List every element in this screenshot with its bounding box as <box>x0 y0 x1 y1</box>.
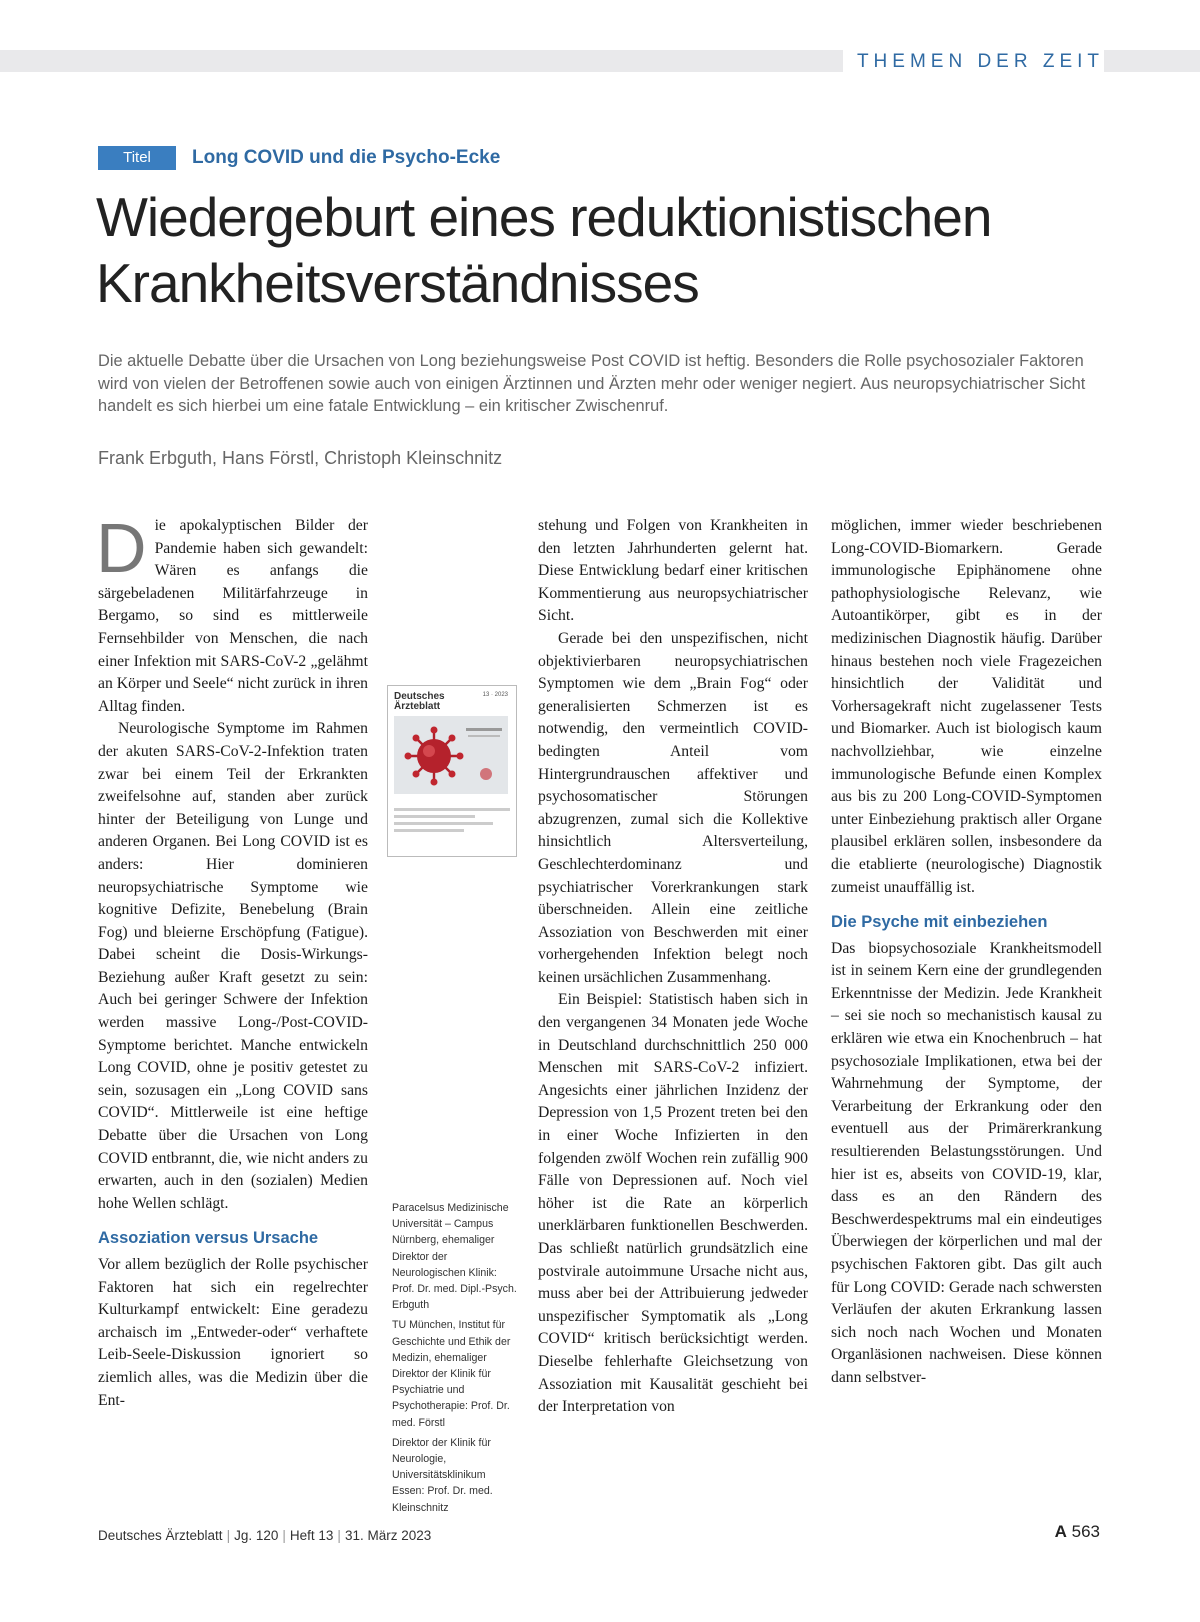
article-title: Wiedergeburt eines reduktionistischen Krankheitsverständnisses <box>96 186 992 314</box>
kicker-topic: Long COVID und die Psycho-Ecke <box>192 147 501 168</box>
section-label: THEMEN DER ZEIT <box>843 49 1104 75</box>
journal-name: Deutsches Ärzteblatt <box>98 1528 223 1543</box>
affiliation: Paracelsus Medizinische Universität – Campus Nürnberg, ehemaliger Direktor der Neurologischen Klinik: Prof. Dr. med. Dipl.-Psych. Erbguth <box>392 1202 517 1312</box>
paragraph-text: ie apokalyptischen Bilder der Pandemie haben sich gewandelt: Wären es anfangs die särgebeladenen Militärfahrzeuge in Bergamo, so sind es mittlerweile Fernsehbilder von Menschen, die nach einer Infektion mit SARS-CoV-2 „gelähmt an Körper und Seele“ nicht zurück in ihren Alltag finden. <box>98 517 368 715</box>
paragraph: möglichen, immer wieder beschriebenen Long-COVID-Biomarkern. Gerade immunologische Epiphänomene ohne pathophysiologische Relevanz, wie Autoantikörper, gibt es in der medizinischen Diagnostik häufig. Darüber hinaus bestehen noch viele Fragezeichen hinsichtlich der Validität und Vorhersagekraft nicht zugelassener Tests und Biomarker. Auch ist biologisch kaum nachvollziehbar, wie einzelne immunologische Befunde einen Komplex aus bis zu 200 Long-COVID-Symptomen unter Einbeziehung praktisch aller Organe plausibel erklären sollen, insbesondere da die etablierte (neurologische) Diagnostik zumeist unauffällig ist. <box>831 517 1102 896</box>
column-2 <box>538 515 808 1419</box>
decorative-line <box>394 829 464 832</box>
kicker-badge: Titel <box>98 146 176 170</box>
article-lead: Die aktuelle Debatte über die Ursachen von Long beziehungsweise Post COVID ist heftig. Besonders die Rolle psychosozialer Faktoren wird von vielen der Betroffenen sowie auch von einigen Ärztinnen und Ärzten mehr oder weniger negiert. Aus neuropsychiatrischer Sicht handelt es sich hierbei um eine fatale Entwicklung – ein kritischer Zwischenruf. <box>98 352 1086 415</box>
issue: Heft 13 <box>289 1528 334 1543</box>
page-number <box>1055 1522 1100 1542</box>
paragraph <box>96 509 368 718</box>
paragraph: Das biopsychosoziale Krankheitsmodell ist in seinem Kern eine der grundlegenden Erkenntnisse der Medizin. Jede Krankheit – sei sie noch so mechanistisch kausal zu erklären wie etwa ein Knochenbruch – hat psychosoziale Implikationen, etwa bei der Wahrnehmung der Symptome, der Verarbeitung der Erkrankung oder den eventuell aus der Primärerkrankung resultierenden Belastungsstörungen. Und hier ist es, abseits von COVID-19, klar, dass es an den Rändern des Beschwerdespektrums mal ein eindeutiges Überwiegen der körperlichen und mal der psychischen Faktoren gibt. Das gilt auch für Long COVID: Gerade nach schwersten Verläufen der akuten Erkrankung lassen sich noch nach Wochen und Monaten Organläsionen nachweisen. Diese können dann selbstver- <box>831 939 1102 1386</box>
paragraph: Ein Beispiel: Statistisch haben sich in den vergangenen 34 Monaten jede Woche in Deutschland durchschnittlich 250 000 Menschen mit SARS-CoV-2 infiziert. Angesichts einer jährlichen Inzidenz der Depression von 1,5 Prozent treten bei den in einer Woche Infizierten in den folgenden zwölf Wochen rein zufällig 900 Fälle von Depressionen auf. Noch viel höher ist die Rate an körperlich unerklärbaren funktionellen Beschwerden. Das schließt natürlich grundsätzlich eine postvirale autoimmune Ursache nicht aus, muss aber bei der Attribuierung jedweder unspezifischer Symptomatik als „Long COVID“ kritisch berücksichtigt werden. Dieselbe fehlerhafte Gleichsetzung von Assoziation mit Kausalität geschieht bei der Interpretation von <box>538 991 808 1416</box>
cover-text-lines <box>394 804 510 836</box>
decorative-line <box>394 808 510 811</box>
column-1 <box>96 509 368 1412</box>
paragraph: Neurologische Symptome im Rahmen der akuten SARS-CoV-2-Infektion traten zwar bei einem Teil der Erkrankten zweifelsohne auf, standen aber zurück hinter der Beteiligung von Lunge und anderen Organen. Bei Long COVID ist es anders: Hier dominieren neuropsychiatrische Symptome wie kognitive Defizite, Benebelung (Brain Fog) und bleierne Erschöpfung (Fatigue). Dabei scheint die Dosis-Wirkungs-Beziehung außer Kraft gesetzt zu sein: Auch bei geringer Schwere der Infektion werden massive Long-/Post-COVID-Symptome berichtet. Manche entwickeln Long COVID, ohne je positiv getestet zu sein, sozusagen ein „Long COVID sans COVID“. Mittlerweile ist eine heftige Debatte über die Ursachen von Long COVID entbrannt, die, wie nicht anders zu erwarten, auch in den (sozialen) Medien hohe Wellen schlägt. <box>98 720 368 1212</box>
affiliation: Direktor der Klinik für Neurologie, Universitätsklinikum Essen: Prof. Dr. med. Kleinschnitz <box>392 1436 493 1514</box>
virus-icon <box>394 716 508 794</box>
page-number-value: 563 <box>1071 1522 1100 1541</box>
page-footer: Deutsches Ärzteblatt | Jg. 120 | Heft 13 | 31. März 2023 <box>98 1528 432 1543</box>
kicker <box>98 146 500 170</box>
subheading: Die Psyche mit einbeziehen <box>831 913 1048 932</box>
paragraph: Vor allem bezüglich der Rolle psychischer Faktoren hat sich ein regelrechter Kulturkampf entwickelt: Eine geradezu archaisch im „Entweder-oder“ verhaftete Leib-Seele-Diskussion ignoriert so ziemlich alles, was die Medizin über die Ent- <box>98 1256 368 1409</box>
cover-title-line: Deutsches <box>394 691 445 702</box>
affiliation: TU München, Institut für Geschichte und Ethik der Medizin, ehemaliger Direktor der Klinik für Psychiatrie und Psychotherapie: Prof. Dr. med. Förstl <box>392 1319 511 1429</box>
volume: Jg. 120 <box>234 1528 279 1543</box>
decorative-line <box>394 822 493 825</box>
author-affiliations <box>392 1200 517 1520</box>
paragraph: Gerade bei den unspezifischen, nicht objektivierbaren neuropsychiatrischen Symptomen wie dem „Brain Fog“ oder generalisierten Schmerzen ist es notwendig, den vermeintlich COVID-bedingten Anteil vom Hintergrundrauschen affektiver und psychosomatischer Störungen abzugrenzen, zumal sich die Kollektive hinsichtlich Altersverteilung, Geschlechterdominanz und psychiatrischer Vorerkrankungen stark überschneiden. Allein eine zeitliche Assoziation von Beschwerden mit einer vorhergehenden Infektion belegt noch keinen ursächlichen Zusammenhang. <box>538 629 808 986</box>
subheading: Assoziation versus Ursache <box>98 1229 319 1248</box>
decorative-line <box>394 815 475 818</box>
date: 31. März 2023 <box>344 1528 432 1543</box>
cover-title-line: Ärzteblatt <box>394 701 441 712</box>
cover-title <box>394 692 445 712</box>
article-authors: Frank Erbguth, Hans Förstl, Christoph Kleinschnitz <box>98 448 503 468</box>
paragraph: stehung und Folgen von Krankheiten in den letzten Jahrhunderten gelernt hat. Diese Entwicklung bedarf einer kritischen Kommentierung aus neuropsychiatrischer Sicht. <box>538 517 808 625</box>
virus-image <box>394 716 508 794</box>
journal-cover-thumbnail <box>387 685 517 857</box>
cover-issue: 13 · 2023 <box>482 692 508 698</box>
drop-cap: D <box>96 509 147 587</box>
column-3 <box>831 515 1102 1390</box>
page-prefix: A <box>1054 1522 1067 1541</box>
